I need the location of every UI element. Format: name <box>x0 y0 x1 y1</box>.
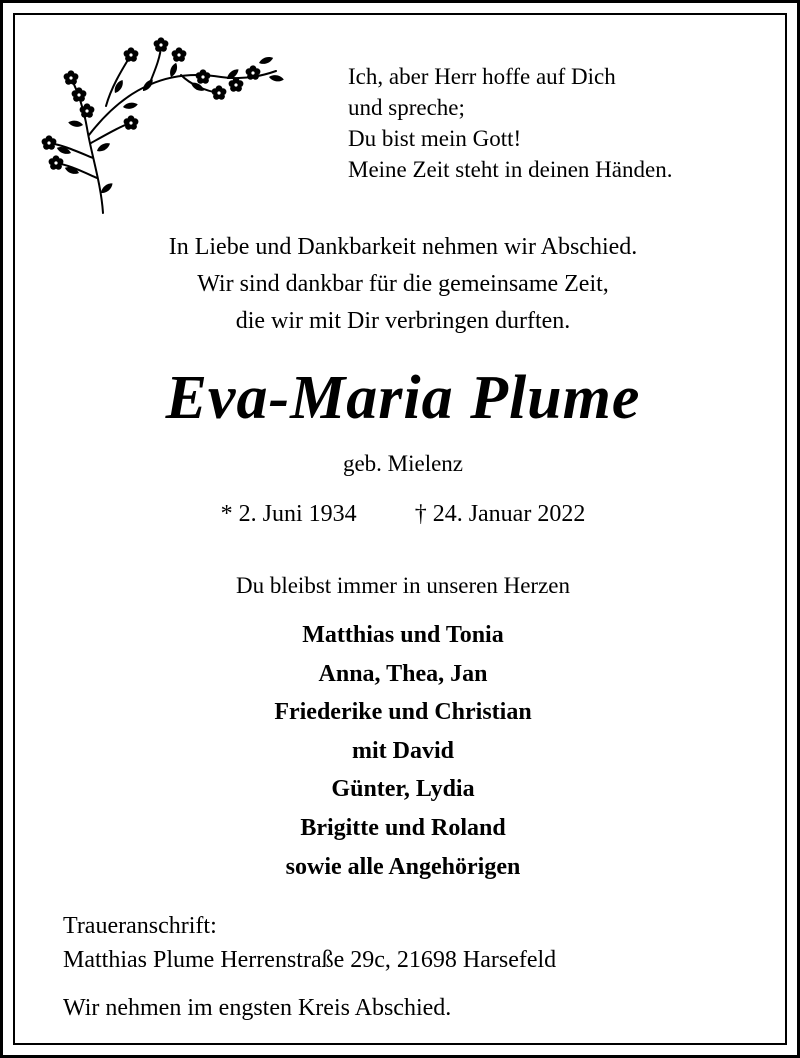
mourner-line: Anna, Thea, Jan <box>318 660 488 687</box>
intro-text <box>3 229 800 340</box>
verse-line: Meine Zeit steht in deinen Händen. <box>348 157 673 182</box>
birth-name: geb. Mielenz <box>342 451 464 476</box>
intro-line: Wir sind dankbar für die gemeinsame Zeit, <box>197 271 609 297</box>
bible-verse <box>348 61 768 185</box>
flower-branch-icon <box>31 33 291 218</box>
mourner-line: Friederike und Christian <box>274 699 532 726</box>
life-dates <box>3 498 800 530</box>
birth-date: * 2. Juni 1934 <box>220 501 357 527</box>
mourner-line: sowie alle Angehörigen <box>285 853 521 880</box>
verse-line: und spreche; <box>348 95 465 120</box>
heart-line: Du bleibst immer in unseren Herzen <box>235 573 571 598</box>
verse-line: Du bist mein Gott! <box>348 126 522 151</box>
deceased-name: Eva-Maria Plume <box>165 364 641 432</box>
address-line: Matthias Plume Herrenstraße 29c, 21698 Harsefeld <box>63 947 557 973</box>
verse-line: Ich, aber Herr hoffe auf Dich <box>348 64 616 89</box>
mourners-list <box>3 616 800 886</box>
mourner-line: Brigitte und Roland <box>300 814 506 841</box>
intro-line: die wir mit Dir verbringen durften. <box>235 308 571 334</box>
mourner-line: Günter, Lydia <box>331 776 475 803</box>
death-date: † 24. Januar 2022 <box>414 501 586 527</box>
mourner-line: mit David <box>352 737 454 764</box>
address-label: Traueranschrift: <box>63 913 217 939</box>
mourner-line: Matthias und Tonia <box>302 622 504 648</box>
intro-line: In Liebe und Dankbarkeit nehmen wir Abschied. <box>168 234 638 260</box>
mourning-address <box>63 909 763 977</box>
closing-note: Wir nehmen im engsten Kreis Abschied. <box>63 995 452 1021</box>
